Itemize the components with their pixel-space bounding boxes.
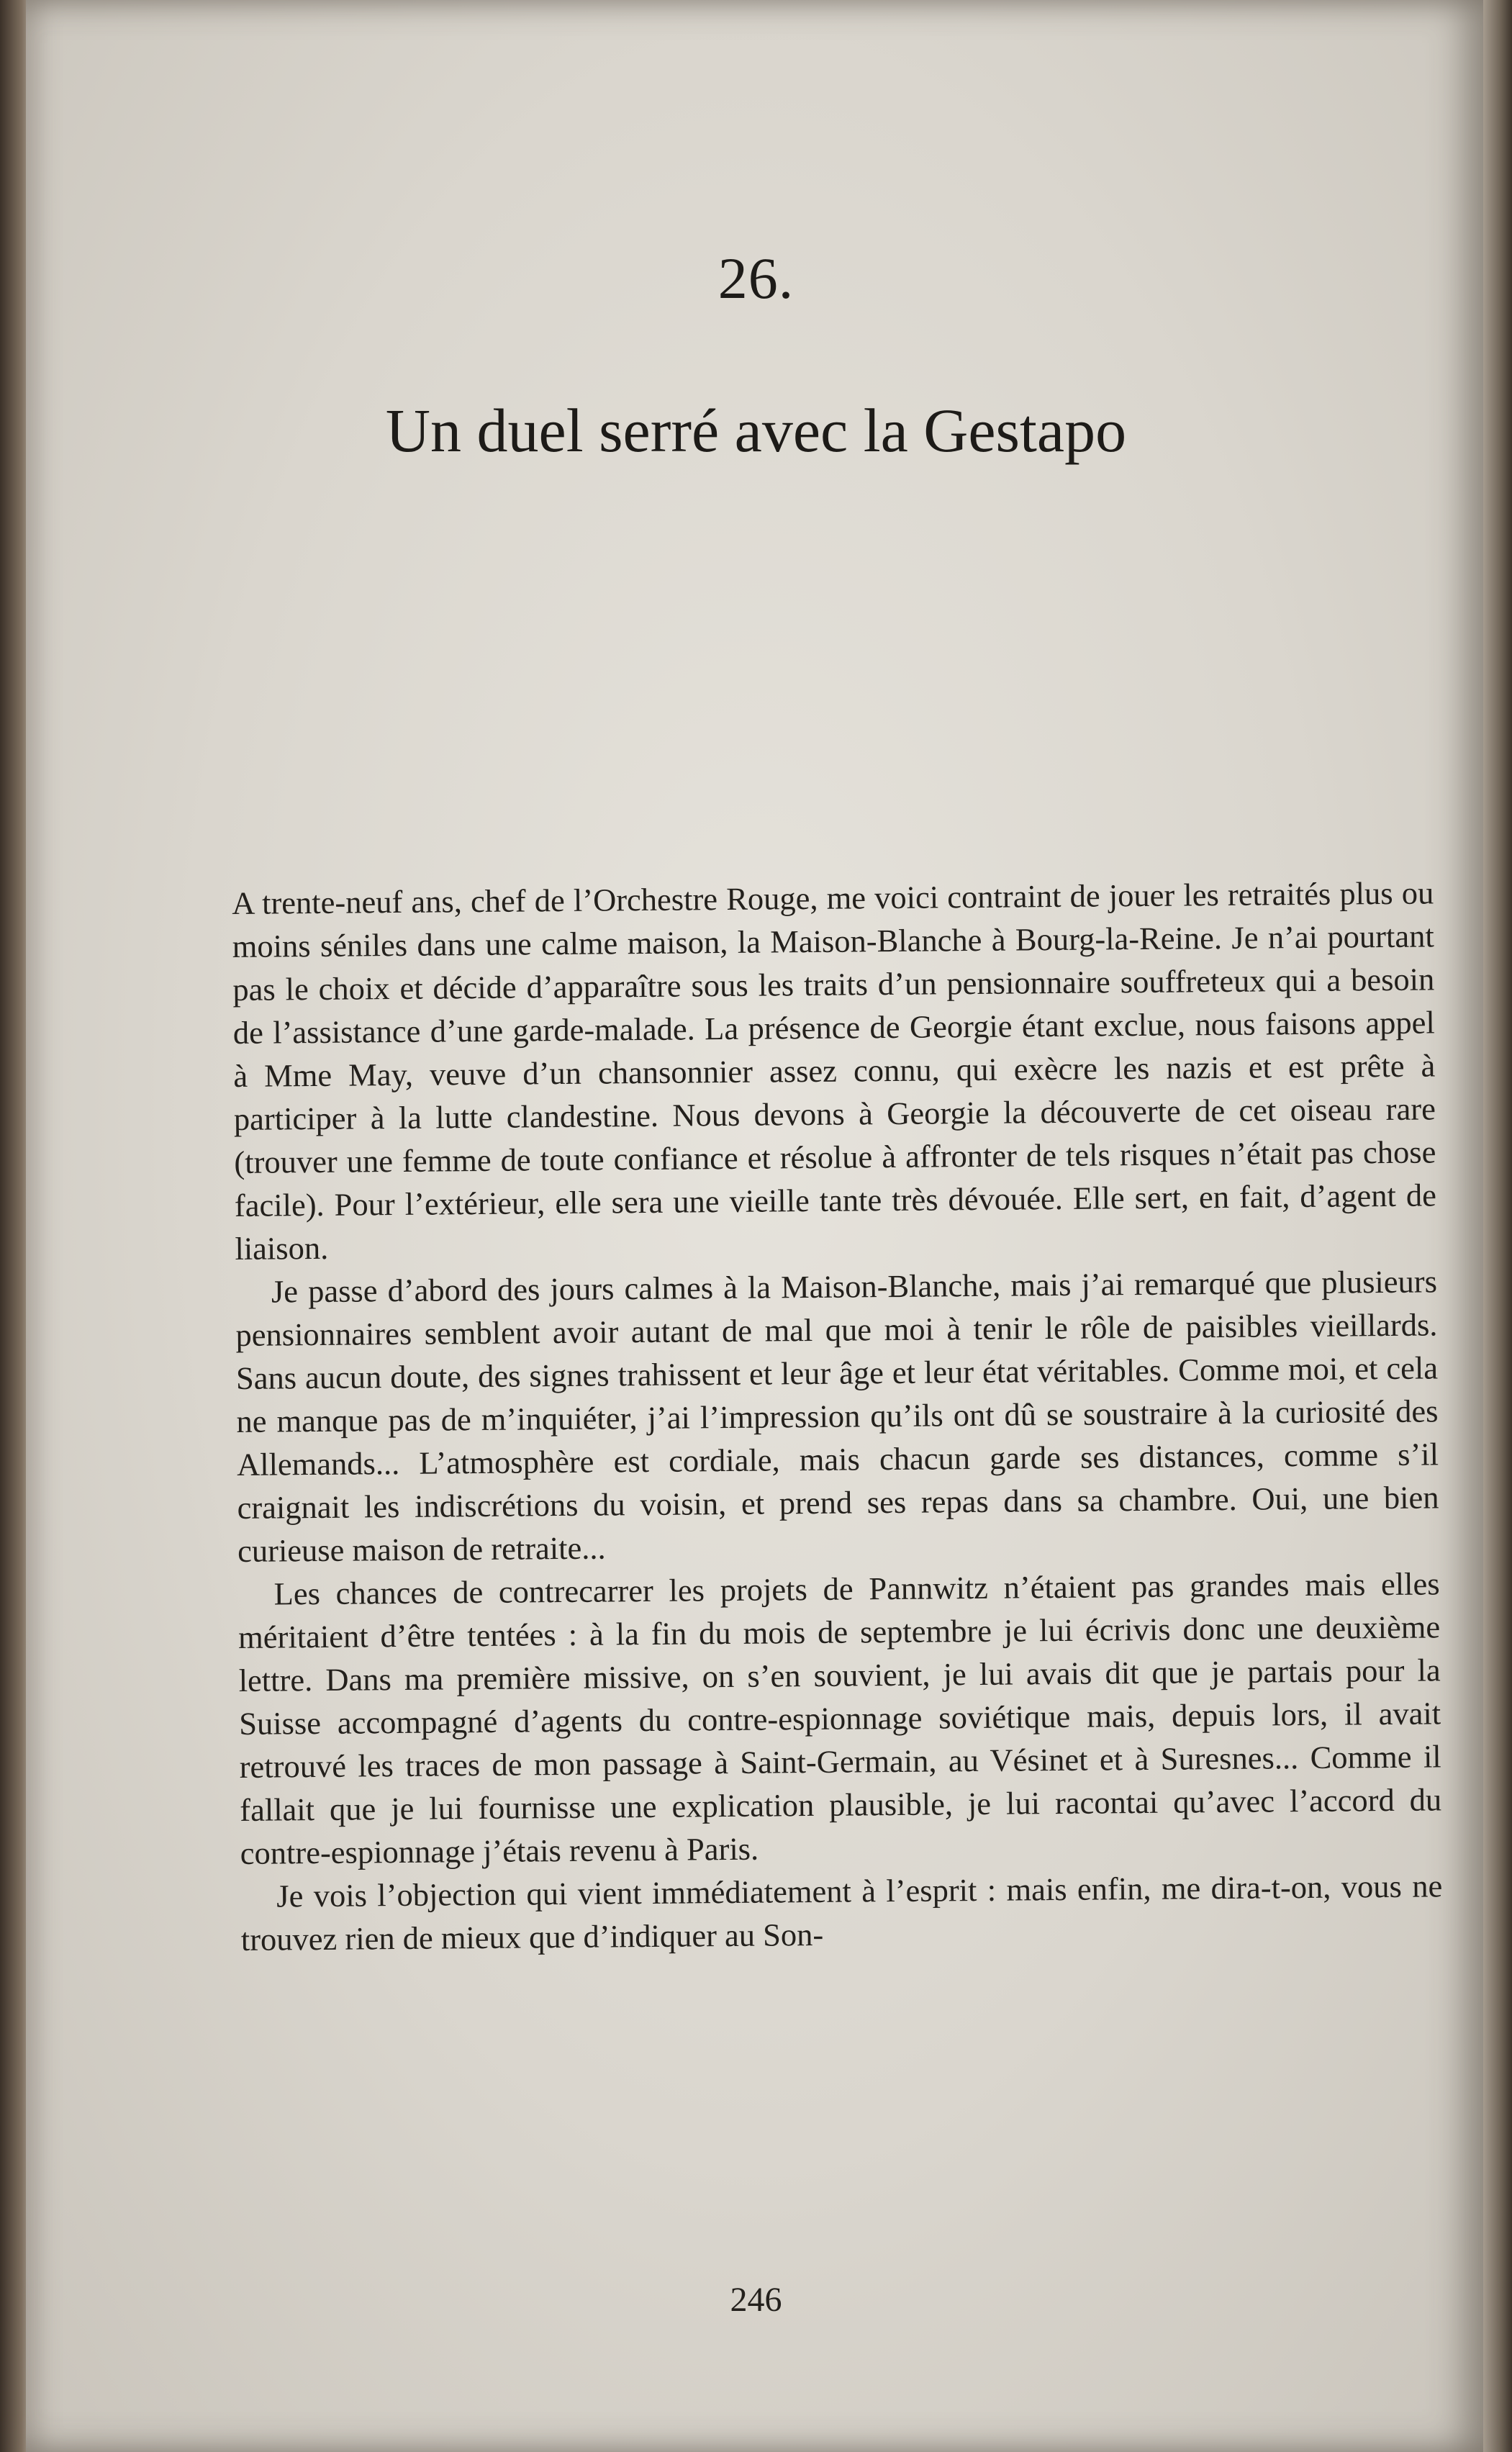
chapter-number: 26. (717, 245, 795, 311)
page-curl-edge (1483, 0, 1512, 2452)
paragraph: Je vois l’objection qui vient immédiatement à l’esprit : mais enfin, me dira-t-on, vous ne trouvez rien de mieux que d’indiquer au Son- (240, 1868, 1443, 1958)
paragraph: A trente-neuf ans, chef de l’Orchestre Rouge, me voici contraint de jouer les retraités plus ou moins séniles dans une calme maison, la Maison-Blanche à Bourg-la-Reine. Je n’ai pourtant pas le choix et décide d’apparaître sous les traits d’un pensionnaire souffreteux qui a besoin de l’assistance d’une garde-malade. La présence de Georgie étant exclue, nous faisons appel à Mme May, veuve d’un chansonnier assez connu, qui exècre les nazis et est prête à participer à la lutte clandestine. Nous devons à Georgie la découverte de cet oiseau rare (trouver une femme de toute confiance et résolue à affronter de tels risques n’était pas chose facile). Pour l’extérieur, elle sera une vieille tante très dévouée. Elle sert, en fait, d’agent de liaison. (232, 874, 1437, 1267)
paragraph: Je passe d’abord des jours calmes à la Maison-Blanche, mais j’ai remarqué que plusieurs pensionnaires semblent avoir autant de mal que moi à tenir le rôle de paisibles vieillards. Sans aucun doute, des signes trahissent et leur âge et leur état véritables. Comme moi, et cela ne manque pas de m’inquiéter, j’ai l’impression qu’ils ont dû se soustraire à la curiosité des Allemands... L’atmosphère est cordiale, mais chacun garde ses distances, comme s’il craignait les indiscrétions du voisin, et prend ses repas dans sa chambre. Oui, une bien curieuse maison de retraite... (235, 1263, 1439, 1569)
paragraph: Les chances de contrecarrer les projets de Pannwitz n’étaient pas grandes mais elles méritaient d’être tentées : à la fin du mois de septembre je lui écrivis donc une deuxième lettre. Dans ma première missive, on s’en souvient, je lui avais dit que je partais pour la Suisse accompagné d’agents du contre-espionnage soviétique mais, depuis lors, il avait retrouvé les traces de mon passage à Saint-Germain, au Vésinet et à Suresnes... Comme il fallait que je lui fournisse une explication plausible, je lui racontai qu’avec l’accord du contre-espionnage j’étais revenu à Paris. (237, 1565, 1442, 1871)
chapter-body (232, 871, 1443, 1961)
page-number: 246 (730, 2281, 782, 2319)
chapter-title: Un duel serré avec la Gestapo (385, 396, 1127, 465)
